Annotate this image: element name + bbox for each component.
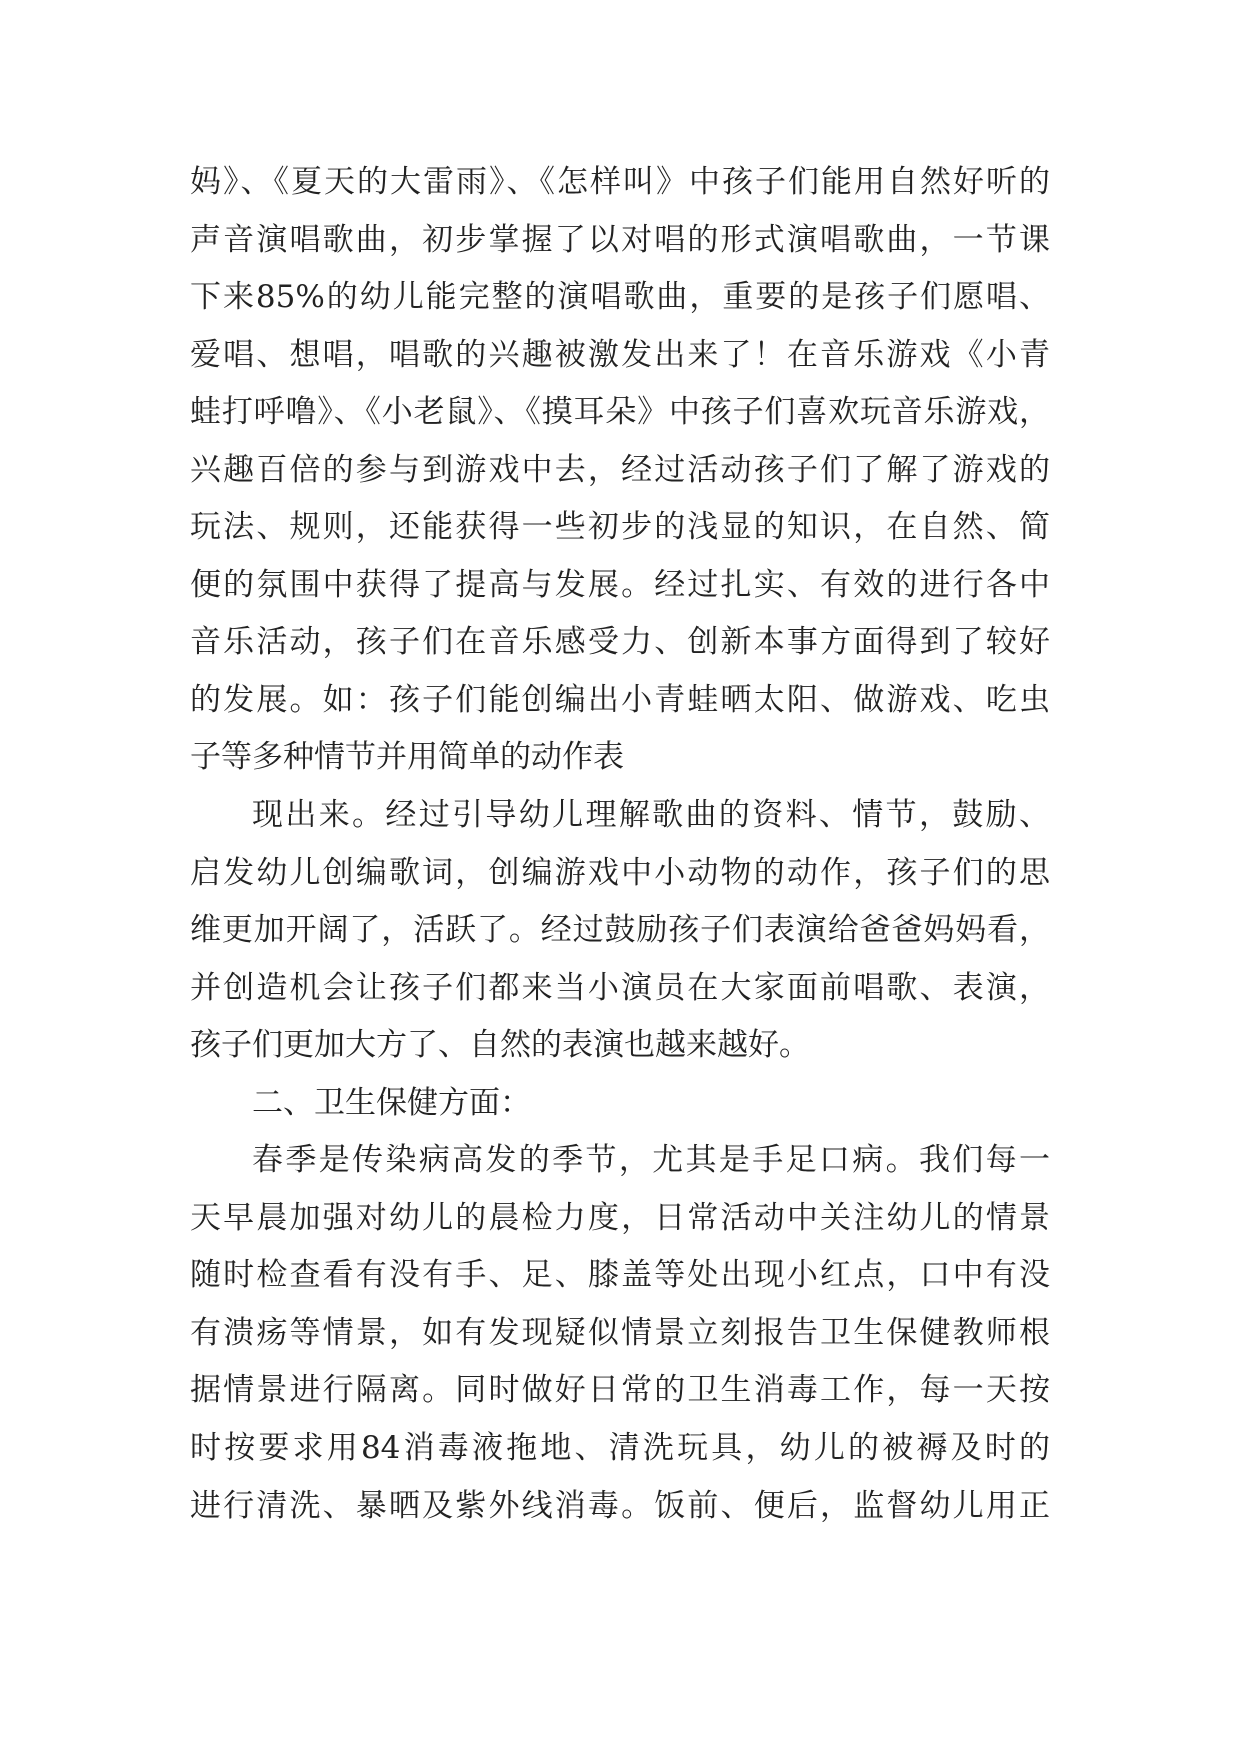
text-line: 妈》、《夏天的大雷雨》、《怎样叫》中孩子们能用自然好听的	[190, 164, 1050, 200]
section-heading: 二、卫生保健方面：	[252, 1084, 531, 1121]
paragraph-music-activities	[190, 154, 1050, 787]
text-line: 并创造机会让孩子们都来当小演员在大家面前唱歌、表演，	[190, 969, 1050, 1006]
text-line: 子等多种情节并用简单的动作表	[190, 739, 624, 776]
section-heading-health-care	[190, 1075, 1050, 1133]
text-line: 随时检查看有没有手、足、膝盖等处出现小红点，口中有没	[190, 1257, 1050, 1294]
text-line: 有溃疡等情景，如有发现疑似情景立刻报告卫生保健教师根	[190, 1314, 1050, 1351]
text-line: 音乐活动，孩子们在音乐感受力、创新本事方面得到了较好	[190, 624, 1050, 661]
paragraph-creative-expression	[190, 787, 1050, 1075]
text-line: 启发幼儿创编歌词，创编游戏中小动物的动作，孩子们的思	[190, 854, 1050, 891]
text-line: 爱唱、想唱，唱歌的兴趣被激发出来了！在音乐游戏《小青	[190, 336, 1050, 373]
text-line: 兴趣百倍的参与到游戏中去，经过活动孩子们了解了游戏的	[190, 451, 1050, 488]
text-line: 据情景进行隔离。同时做好日常的卫生消毒工作，每一天按	[190, 1372, 1050, 1409]
text-line: 维更加开阔了，活跃了。经过鼓励孩子们表演给爸爸妈妈看，	[190, 912, 1050, 949]
text-line: 便的氛围中获得了提高与发展。经过扎实、有效的进行各中	[190, 566, 1050, 603]
text-line: 孩子们更加大方了、自然的表演也越来越好。	[190, 1027, 810, 1064]
text-line: 时按要求用84消毒液拖地、清洗玩具，幼儿的被褥及时的	[190, 1430, 1050, 1467]
document-body	[190, 154, 1050, 1535]
text-line: 进行清洗、暴晒及紫外线消毒。饭前、便后，监督幼儿用正	[190, 1487, 1050, 1524]
text-line: 天早晨加强对幼儿的晨检力度，日常活动中关注幼儿的情景	[190, 1199, 1050, 1236]
text-line: 春季是传染病高发的季节，尤其是手足口病。我们每一	[252, 1142, 1050, 1179]
text-line: 玩法、规则，还能获得一些初步的浅显的知识，在自然、简	[190, 509, 1050, 546]
text-line: 声音演唱歌曲，初步掌握了以对唱的形式演唱歌曲，一节课	[190, 221, 1050, 258]
text-line: 蛙打呼噜》、《小老鼠》、《摸耳朵》中孩子们喜欢玩音乐游戏，	[190, 394, 1050, 431]
text-line: 下来85%的幼儿能完整的演唱歌曲，重要的是孩子们愿唱、	[190, 279, 1050, 316]
text-line: 现出来。经过引导幼儿理解歌曲的资料、情节，鼓励、	[252, 797, 1050, 834]
text-line: 的发展。如：孩子们能创编出小青蛙晒太阳、做游戏、吃虫	[190, 681, 1050, 718]
paragraph-health-care	[190, 1132, 1050, 1535]
